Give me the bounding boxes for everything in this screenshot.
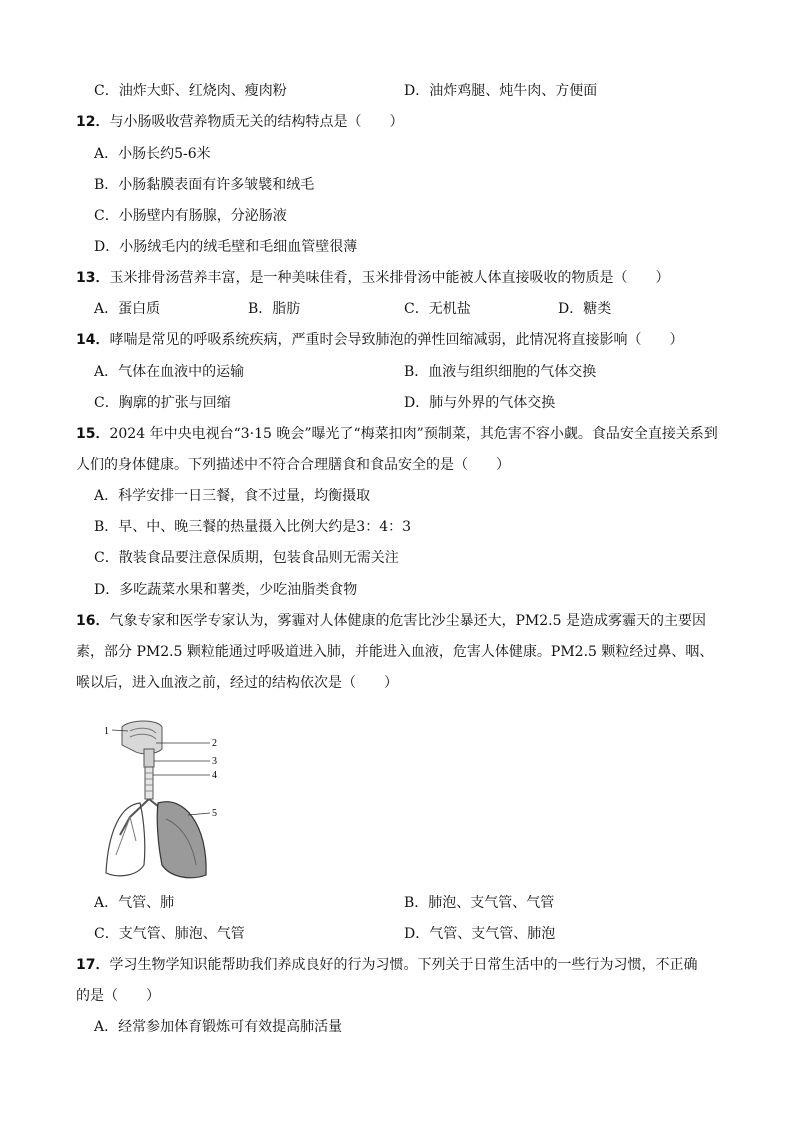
q11-option-c: C．油炸大虾、红烧肉、瘦肉粉 xyxy=(94,83,287,99)
q13-option-d: D．糖类 xyxy=(558,301,612,317)
q16-stem-line-1 xyxy=(76,611,706,631)
q14-option-d: D．肺与外界的气体交换 xyxy=(404,395,556,411)
q14-text: 哮喘是常见的呼吸系统疾病，严重时会导致肺泡的弹性回缩减弱，此情况将直接影响（ ） xyxy=(109,332,684,348)
q17-number: 17． xyxy=(76,957,110,973)
q16-stem-line-2: 素，部分 PM2.5 颗粒能通过呼吸道进入肺，并能进入血液，危害人体健康。PM2.5 颗粒经过鼻、咽、 xyxy=(76,644,714,660)
q11-option-d: D．油炸鸡腿、炖牛肉、方便面 xyxy=(404,83,598,99)
figure-label-1: 1 xyxy=(104,726,109,737)
q13-number: 13． xyxy=(76,270,110,286)
q13-option-b: B．脂肪 xyxy=(248,301,301,317)
respiratory-system-figure xyxy=(100,715,240,885)
q17-text-1: 学习生物学知识能帮助我们养成良好的行为习惯。下列关于日常生活中的一些行为习惯，不正确 xyxy=(109,957,698,973)
q12-stem xyxy=(76,112,403,132)
q15-text-1: 2024 年中央电视台“3·15 晚会”曝光了“梅菜扣肉”预制菜，其危害不容小觑。食品安全直接关系到 xyxy=(109,426,718,442)
q13-option-a: A．蛋白质 xyxy=(94,301,161,317)
q14-number: 14． xyxy=(76,332,110,348)
q13-text: 玉米排骨汤营养丰富，是一种美味佳肴，玉米排骨汤中能被人体直接吸收的物质是（ ） xyxy=(109,270,670,286)
q16-option-c: C．支气管、肺泡、气管 xyxy=(94,926,245,942)
q15-option-a: A．科学安排一日三餐，食不过量，均衡摄取 xyxy=(94,488,371,504)
q16-text-1: 气象专家和医学专家认为，雾霾对人体健康的危害比沙尘暴还大，PM2.5 是造成雾霾天的主要因 xyxy=(109,613,706,629)
q16-option-b: B．肺泡、支气管、气管 xyxy=(404,895,555,911)
q13-stem xyxy=(76,268,669,288)
q15-stem-line-2: 人们的身体健康。下列描述中不符合合理膳食和食品安全的是（ ） xyxy=(76,457,510,473)
q15-stem-line-1 xyxy=(76,424,718,444)
q12-option-a: A．小肠长约5-6米 xyxy=(94,146,211,162)
q13-option-c: C．无机盐 xyxy=(404,301,471,317)
q15-option-b: B．早、中、晚三餐的热量摄入比例大约是3：4：3 xyxy=(94,519,412,535)
figure-label-3: 3 xyxy=(212,756,217,767)
q12-option-c: C．小肠壁内有肠腺，分泌肠液 xyxy=(94,208,287,224)
q16-option-a: A．气管、肺 xyxy=(94,895,175,911)
q12-number: 12． xyxy=(76,114,110,130)
q14-option-b: B．血液与组织细胞的气体交换 xyxy=(404,364,597,380)
q15-number: 15． xyxy=(76,426,110,442)
q14-option-a: A．气体在血液中的运输 xyxy=(94,364,245,380)
figure-label-5: 5 xyxy=(212,808,217,819)
q12-option-d: D．小肠绒毛内的绒毛壁和毛细血管壁很薄 xyxy=(94,239,358,255)
q17-stem-line-1 xyxy=(76,955,697,975)
figure-label-4: 4 xyxy=(212,770,217,781)
q16-number: 16． xyxy=(76,613,110,629)
q16-option-d: D．气管、支气管、肺泡 xyxy=(404,926,556,942)
q14-stem xyxy=(76,330,683,350)
q17-option-a: A．经常参加体育锻炼可有效提高肺活量 xyxy=(94,1019,343,1035)
q12-text: 与小肠吸收营养物质无关的结构特点是（ ） xyxy=(109,114,404,130)
q14-option-c: C．胸廓的扩张与回缩 xyxy=(94,395,231,411)
q15-option-d: D．多吃蔬菜水果和薯类，少吃油脂类食物 xyxy=(94,582,358,598)
q17-stem-line-2: 的是（ ） xyxy=(76,988,160,1004)
q16-stem-line-3: 喉以后，进入血液之前，经过的结构依次是（ ） xyxy=(76,675,398,691)
q15-option-c: C．散装食品要注意保质期，包装食品则无需关注 xyxy=(94,550,399,566)
figure-label-2: 2 xyxy=(212,738,217,749)
q12-option-b: B．小肠黏膜表面有许多皱襞和绒毛 xyxy=(94,177,315,193)
